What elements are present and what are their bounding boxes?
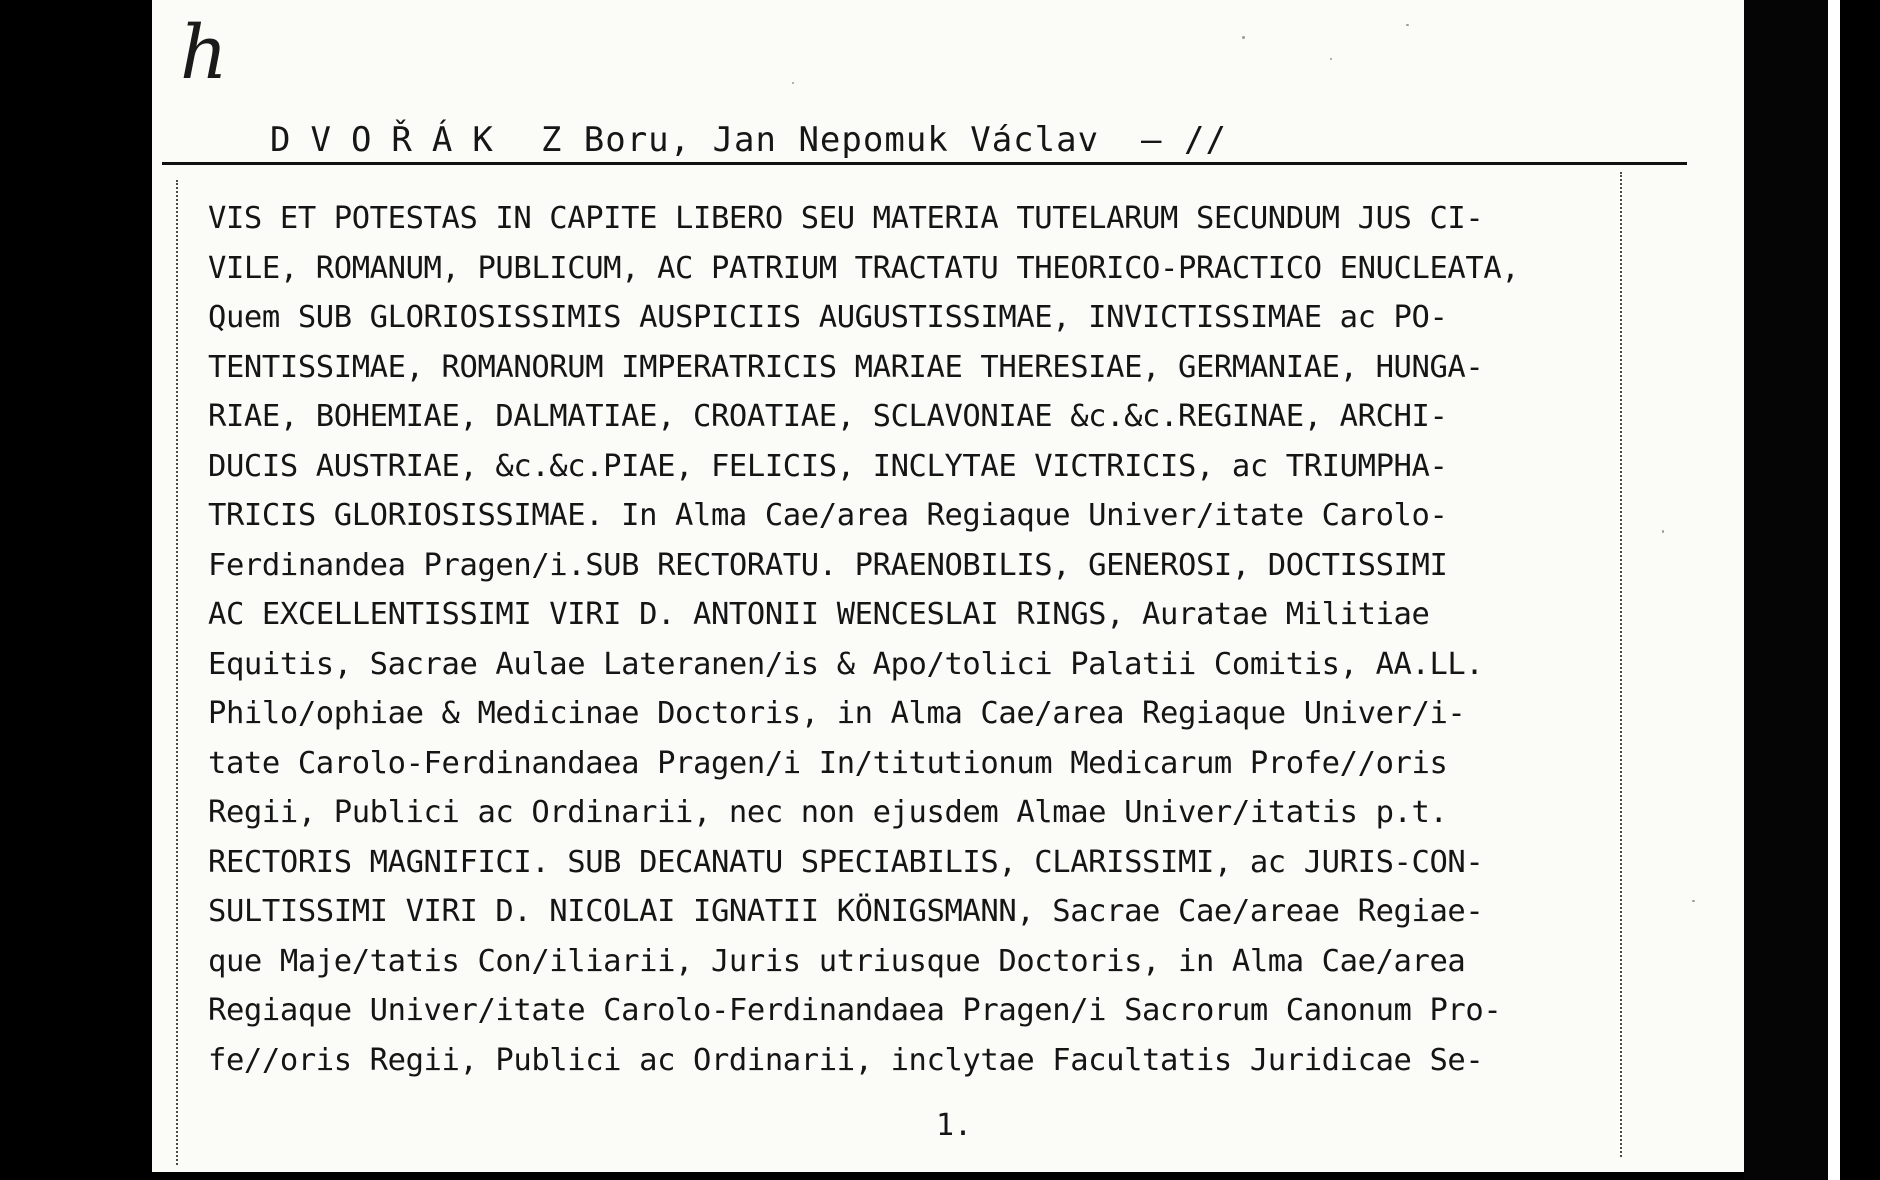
- text-line: SULTISSIMI VIRI D. NICOLAI IGNATII KÖNIGSMANN, Sacrae Cae/areae Regiae-: [208, 894, 1484, 929]
- document-card: [152, 0, 1744, 1172]
- left-margin-line: [176, 180, 178, 1165]
- text-line: AC EXCELLENTISSIMI VIRI D. ANTONII WENCESLAI RINGS, Auratae Militiae: [208, 597, 1430, 632]
- text-line: VILE, ROMANUM, PUBLICUM, AC PATRIUM TRACTATU THEORICO-PRACTICO ENUCLEATA,: [208, 250, 1520, 286]
- scan-border: [1744, 0, 1828, 1180]
- given-names: Z Boru, Jan Nepomuk Václav: [540, 120, 1100, 160]
- scan-speck: [1242, 36, 1245, 39]
- surname: DVOŘÁK: [270, 120, 513, 160]
- scan-speck: [1692, 900, 1695, 902]
- text-line: RECTORIS MAGNIFICI. SUB DECANATU SPECIABILIS, CLARISSIMI, ac JURIS-CON-: [208, 844, 1484, 880]
- text-line: RIAE, BOHEMIAE, DALMATIAE, CROATIAE, SCLAVONIAE &c.&c.REGINAE, ARCHI-: [208, 399, 1448, 434]
- text-line: Quem SUB GLORIOSISSIMIS AUSPICIIS AUGUSTISSIMAE, INVICTISSIMAE ac PO-: [208, 300, 1448, 335]
- scan-edge: [1828, 0, 1840, 1180]
- scan-speck: [1662, 530, 1664, 533]
- text-line: fe//oris Regii, Publici ac Ordinarii, inclytae Facultatis Juridicae Se-: [208, 1042, 1484, 1078]
- header-mark: — //: [1141, 120, 1227, 160]
- handwritten-mark: h: [180, 10, 228, 96]
- page-number: 1.: [936, 1108, 973, 1143]
- text-line: DUCIS AUSTRIAE, &c.&c.PIAE, FELICIS, INCLYTAE VICTRICIS, ac TRIUMPHA-: [208, 448, 1448, 484]
- text-line: Equitis, Sacrae Aulae Lateranen/is & Apo/tolici Palatii Comitis, AA.LL.: [208, 646, 1484, 682]
- scan-speck: [792, 82, 794, 84]
- right-margin-line: [1620, 172, 1622, 1157]
- text-line: TENTISSIMAE, ROMANORUM IMPERATRICIS MARIAE THERESIAE, GERMANIAE, HUNGA-: [208, 349, 1484, 385]
- scan-speck: [1330, 58, 1332, 60]
- text-line: Philo/ophiae & Medicinae Doctoris, in Alma Cae/area Regiaque Univer/i-: [208, 696, 1466, 731]
- title-text: [208, 194, 1608, 1085]
- text-line: Regiaque Univer/itate Carolo-Ferdinandaea Pragen/i Sacrorum Canonum Pro-: [208, 993, 1502, 1028]
- text-line: tate Carolo-Ferdinandaea Pragen/i In/titutionum Medicarum Profe//oris: [208, 745, 1448, 781]
- text-line: TRICIS GLORIOSISSIMAE. In Alma Cae/area Regiaque Univer/itate Carolo-: [208, 498, 1448, 533]
- scan-speck: [1406, 24, 1409, 26]
- text-line: que Maje/tatis Con/iliarii, Juris utriusque Doctoris, in Alma Cae/area: [208, 943, 1466, 979]
- text-line: Regii, Publici ac Ordinarii, nec non ejusdem Almae Univer/itatis p.t.: [208, 795, 1448, 830]
- text-line: Ferdinandea Pragen/i.SUB RECTORATU. PRAENOBILIS, GENEROSI, DOCTISSIMI: [208, 547, 1448, 583]
- header-rule: [162, 162, 1687, 165]
- text-line: VIS ET POTESTAS IN CAPITE LIBERO SEU MATERIA TUTELARUM SECUNDUM JUS CI-: [208, 201, 1484, 236]
